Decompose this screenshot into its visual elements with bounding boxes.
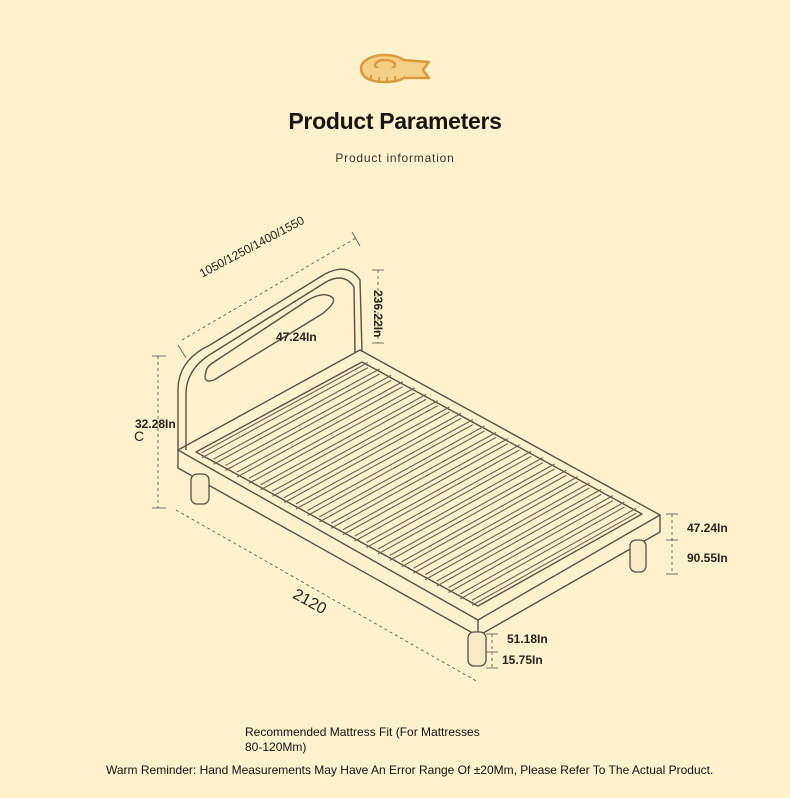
length-label: 2120 (289, 586, 330, 619)
headboard-height-label: 236.22In (371, 290, 385, 338)
leg-upper-label: 51.18In (507, 632, 548, 646)
total-height-label: 32.28In (135, 417, 176, 431)
mattress-fit-line1: Recommended Mattress Fit (For Mattresses (245, 725, 480, 739)
width-options-label: 1050/1250/1400/1550 (197, 213, 307, 281)
page-subtitle: Product information (335, 151, 455, 165)
frame-depth-label: 90.55In (687, 551, 728, 565)
warm-reminder: Warm Reminder: Hand Measurements May Have An Error Range Of ±20Mm, Please Refer To The Actual Product. (106, 763, 714, 777)
leg-lower-label: 15.75In (502, 653, 543, 667)
page-title: Product Parameters (288, 108, 502, 134)
side-glyph: C (134, 428, 145, 444)
headboard-inner-label: 47.24In (276, 330, 317, 344)
frame-height-label: 47.24In (687, 521, 728, 535)
mattress-fit-line2: 80-120Mm) (245, 740, 307, 754)
